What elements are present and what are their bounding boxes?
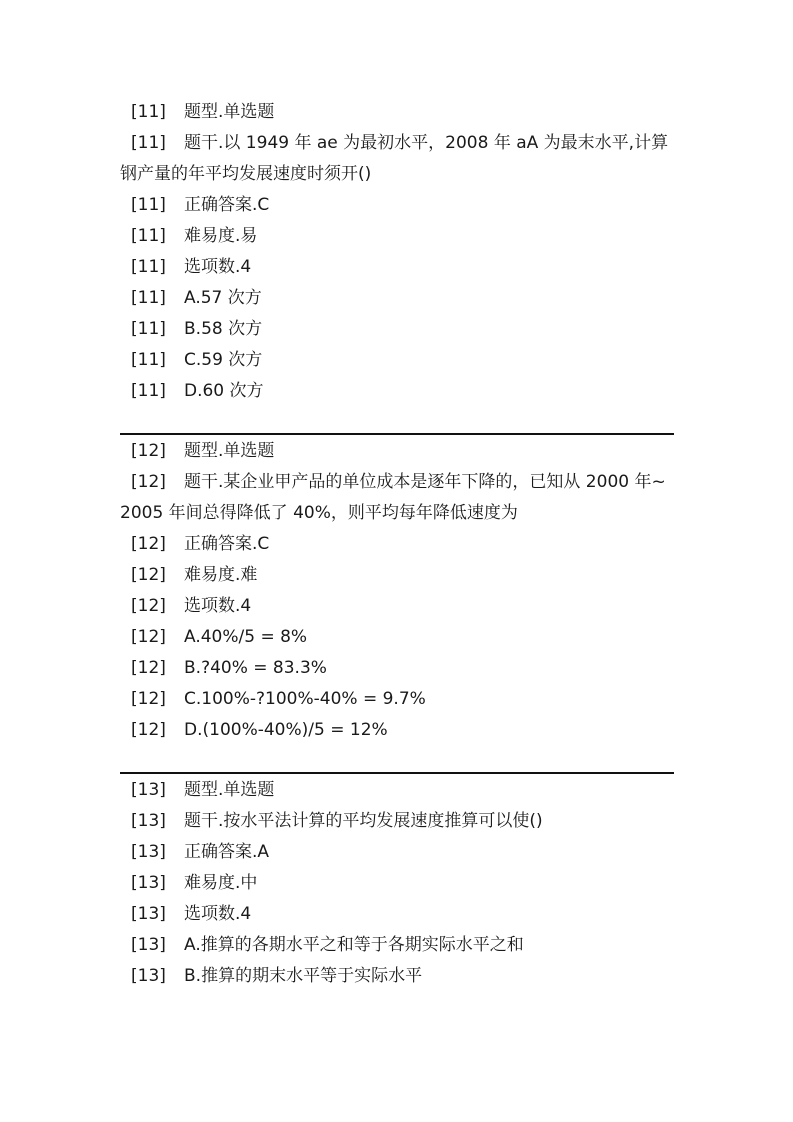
question-tag: [13] — [131, 966, 166, 986]
question-tag: [11] — [131, 257, 166, 277]
option-c — [120, 345, 674, 376]
question-tag: [12] — [131, 627, 166, 647]
option-text: B.58 次方 — [184, 319, 263, 339]
option-text: C.100%-?100%-40% = 9.7% — [184, 689, 426, 709]
question-tag: [12] — [131, 596, 166, 616]
question-tag: [13] — [131, 935, 166, 955]
question-tag: [12] — [131, 658, 166, 678]
option-text: D.(100%-40%)/5 = 12% — [184, 720, 388, 740]
question-tag: [12] — [131, 534, 166, 554]
option-count: 选项数.4 — [184, 904, 252, 924]
question-11 — [120, 97, 674, 407]
option-d — [120, 376, 674, 407]
question-tag: [13] — [131, 904, 166, 924]
correct-answer: 正确答案.A — [184, 842, 270, 862]
option-text: A.推算的各期水平之和等于各期实际水平之和 — [184, 935, 524, 955]
difficulty: 难易度.易 — [184, 226, 258, 246]
option-text: A.40%/5 = 8% — [184, 627, 308, 647]
question-tag: [12] — [131, 689, 166, 709]
option-b — [120, 314, 674, 345]
question-tag: [13] — [131, 873, 166, 893]
question-tag: [11] — [131, 133, 166, 153]
question-tag: [11] — [131, 226, 166, 246]
option-text: A.57 次方 — [184, 288, 262, 308]
option-text: D.60 次方 — [184, 381, 264, 401]
option-a — [120, 283, 674, 314]
difficulty-line — [120, 560, 674, 591]
option-text: B.推算的期末水平等于实际水平 — [184, 966, 423, 986]
answer-line — [120, 837, 674, 868]
question-tag: [12] — [131, 565, 166, 585]
option-a — [120, 930, 674, 961]
section-divider — [120, 772, 674, 774]
question-tag: [12] — [131, 720, 166, 740]
option-b — [120, 653, 674, 684]
option-d — [120, 715, 674, 746]
question-type-line — [120, 775, 674, 806]
option-count-line — [120, 252, 674, 283]
question-tag: [11] — [131, 102, 166, 122]
difficulty-line — [120, 868, 674, 899]
question-type-line — [120, 97, 674, 128]
option-count-line — [120, 899, 674, 930]
question-tag: [11] — [131, 381, 166, 401]
question-12 — [120, 436, 674, 746]
question-stem: 题干.以 1949 年 ae 为最初水平，2008 年 aA 为最末水平,计算钢产量的年平均发展速度时须开() — [120, 133, 669, 184]
option-text: B.?40% = 83.3% — [184, 658, 327, 678]
option-b — [120, 961, 674, 992]
correct-answer: 正确答案.C — [184, 534, 270, 554]
question-type: 题型.单选题 — [184, 441, 275, 461]
question-tag: [11] — [131, 195, 166, 215]
difficulty: 难易度.难 — [184, 565, 258, 585]
question-13 — [120, 775, 674, 992]
difficulty: 难易度.中 — [184, 873, 258, 893]
question-tag: [13] — [131, 842, 166, 862]
correct-answer: 正确答案.C — [184, 195, 270, 215]
question-tag: [13] — [131, 780, 166, 800]
question-stem: 题干.按水平法计算的平均发展速度推算可以使() — [184, 811, 543, 831]
option-count: 选项数.4 — [184, 257, 252, 277]
question-tag: [12] — [131, 441, 166, 461]
answer-line — [120, 529, 674, 560]
question-tag: [11] — [131, 288, 166, 308]
question-stem-line — [120, 806, 674, 837]
section-divider — [120, 433, 674, 435]
question-tag: [11] — [131, 319, 166, 339]
option-c — [120, 684, 674, 715]
question-tag: [11] — [131, 350, 166, 370]
question-stem: 题干.某企业甲产品的单位成本是逐年下降的，已知从 2000 年~2005 年间总得降低了 40%，则平均每年降低速度为 — [120, 472, 666, 523]
question-type-line — [120, 436, 674, 467]
option-text: C.59 次方 — [184, 350, 263, 370]
question-type: 题型.单选题 — [184, 102, 275, 122]
difficulty-line — [120, 221, 674, 252]
question-type: 题型.单选题 — [184, 780, 275, 800]
question-tag: [12] — [131, 472, 166, 492]
question-stem-line — [120, 128, 674, 190]
option-count: 选项数.4 — [184, 596, 252, 616]
answer-line — [120, 190, 674, 221]
option-a — [120, 622, 674, 653]
question-stem-line — [120, 467, 674, 529]
option-count-line — [120, 591, 674, 622]
question-tag: [13] — [131, 811, 166, 831]
